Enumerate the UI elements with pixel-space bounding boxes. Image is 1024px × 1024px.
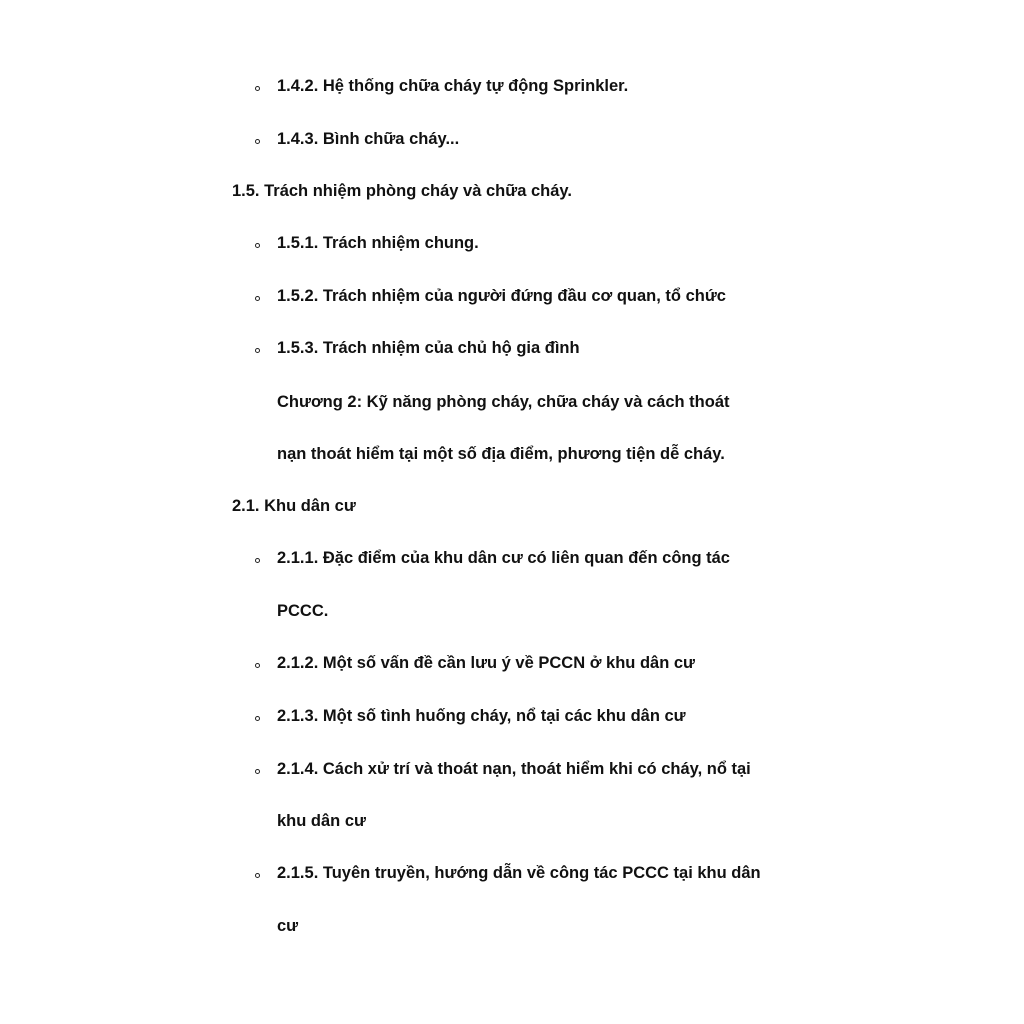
toc-item-2-1-5: 2.1.5. Tuyên truyền, hướng dẫn về công tác PCCC tại khu dân <box>277 864 761 882</box>
list-bullet <box>255 86 260 91</box>
list-bullet <box>255 243 260 248</box>
toc-section-2-1: 2.1. Khu dân cư <box>232 497 356 515</box>
list-bullet <box>255 139 260 144</box>
list-bullet <box>255 663 260 668</box>
toc-item-1-5-3: 1.5.3. Trách nhiệm của chủ hộ gia đình <box>277 339 580 357</box>
toc-item-2-1-2: 2.1.2. Một số vấn đề cần lưu ý về PCCN ở khu dân cư <box>277 654 695 672</box>
list-bullet <box>255 348 260 353</box>
toc-item-1-5-2: 1.5.2. Trách nhiệm của người đứng đầu cơ quan, tổ chức <box>277 287 726 305</box>
list-bullet <box>255 558 260 563</box>
toc-item-2-1-4-cont: khu dân cư <box>277 812 366 830</box>
list-bullet <box>255 296 260 301</box>
toc-item-2-1-5-cont: cư <box>277 917 299 935</box>
toc-item-1-5-1: 1.5.1. Trách nhiệm chung. <box>277 234 479 252</box>
toc-item-2-1-1-cont: PCCC. <box>277 602 329 620</box>
list-bullet <box>255 769 260 774</box>
list-bullet <box>255 873 260 878</box>
toc-item-1-4-3: 1.4.3. Bình chữa cháy... <box>277 130 460 148</box>
toc-item-2-1-1: 2.1.1. Đặc điểm của khu dân cư có liên quan đến công tác <box>277 549 730 567</box>
toc-item-1-4-2: 1.4.2. Hệ thống chữa cháy tự động Sprinkler. <box>277 77 629 95</box>
toc-item-2-1-3: 2.1.3. Một số tình huống cháy, nổ tại các khu dân cư <box>277 707 686 725</box>
toc-chapter-2-line-1: Chương 2: Kỹ năng phòng cháy, chữa cháy và cách thoát <box>277 393 730 411</box>
toc-section-1-5: 1.5. Trách nhiệm phòng cháy và chữa cháy. <box>232 182 572 200</box>
toc-chapter-2-line-2: nạn thoát hiểm tại một số địa điểm, phương tiện dễ cháy. <box>277 445 725 463</box>
list-bullet <box>255 716 260 721</box>
toc-item-2-1-4: 2.1.4. Cách xử trí và thoát nạn, thoát hiểm khi có cháy, nổ tại <box>277 760 751 778</box>
